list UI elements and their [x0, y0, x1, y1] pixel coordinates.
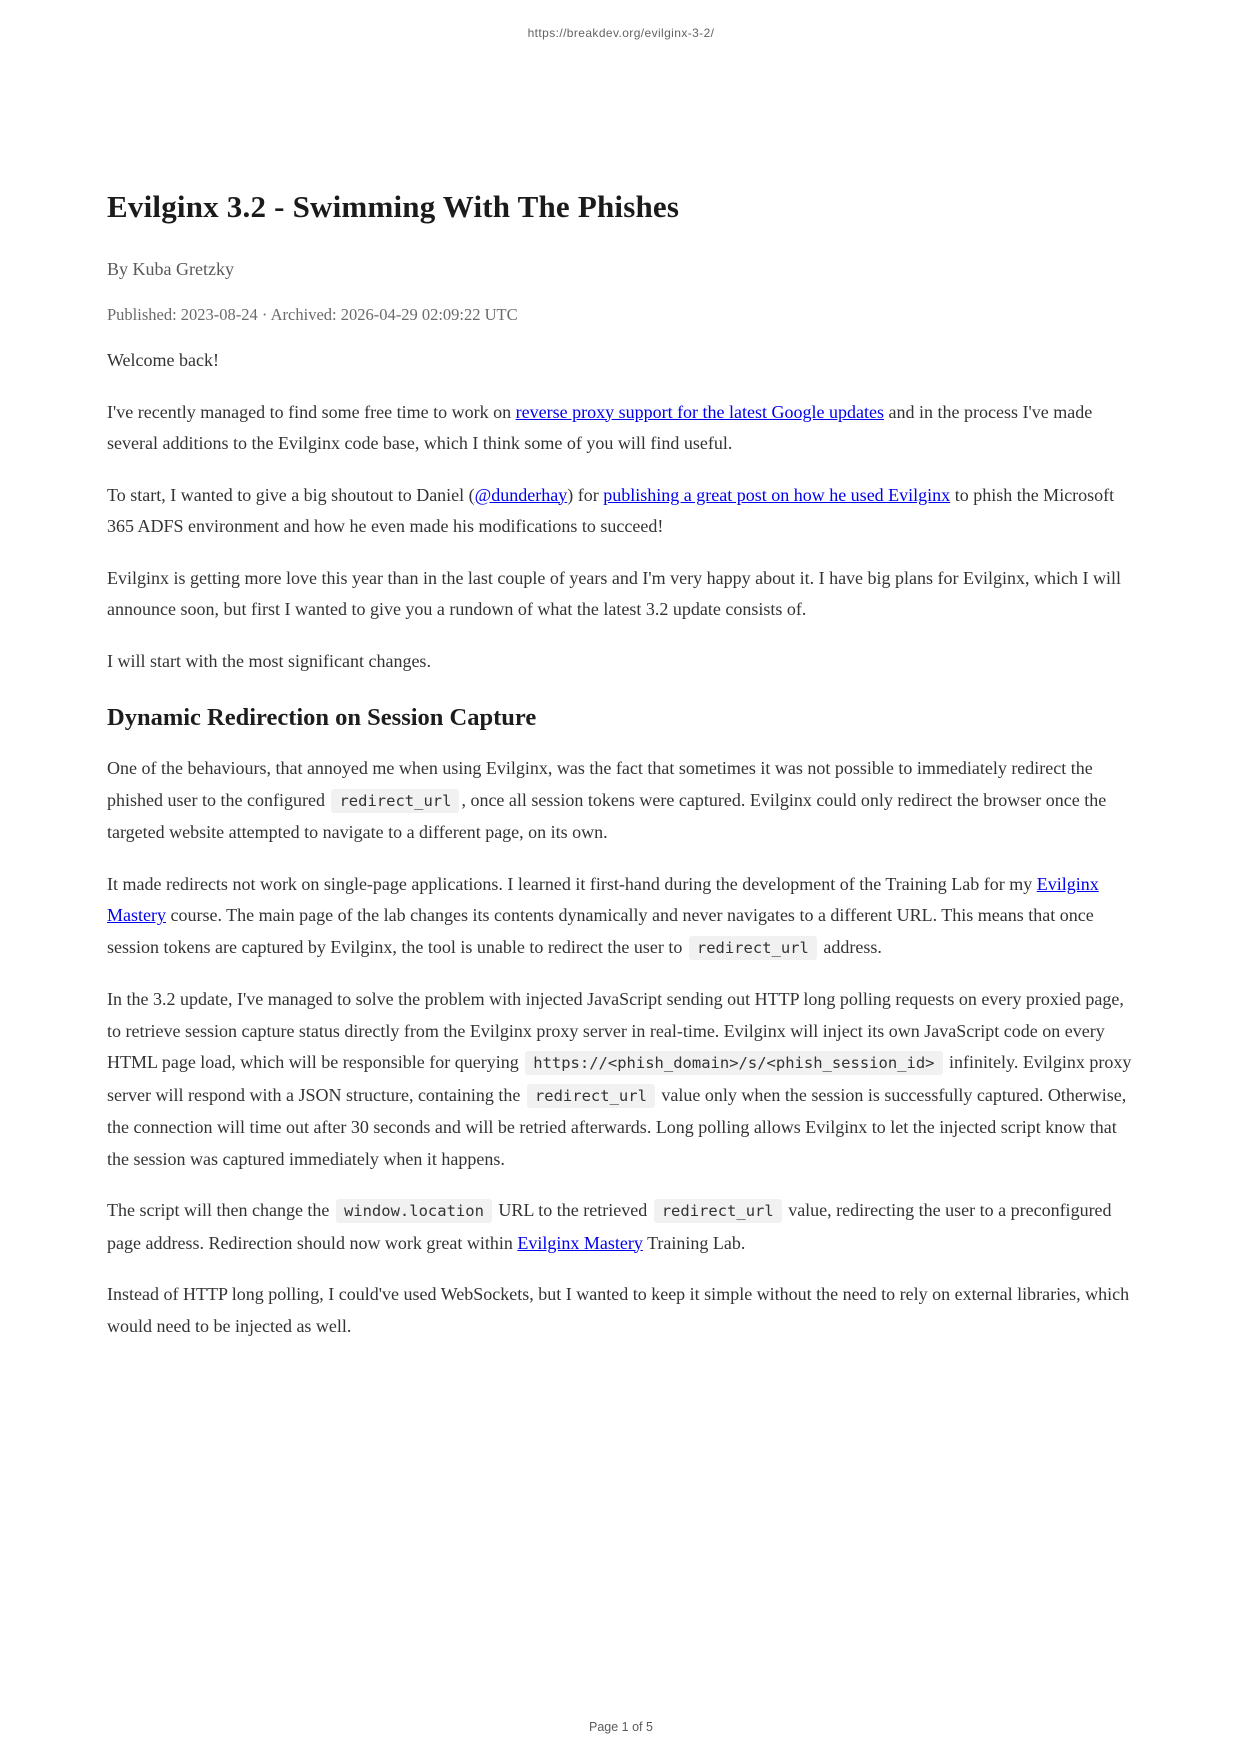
- paragraph: [107, 984, 1135, 1175]
- text-run: course. The main page of the lab changes its contents dynamically and never navigates to a different URL. This means that once session tokens are captured by Evilginx, the tool is unable to redirect the user to: [107, 905, 1094, 957]
- print-header-url: https://breakdev.org/evilginx-3-2/: [527, 26, 715, 40]
- text-run: In the 3.2 update, I've managed to solve the problem with injected JavaScript sending out HTTP long polling requests on every proxied page, to retrieve session capture status directly from the Evilginx proxy server in real-time. Evilginx will inject its own JavaScript code on every HTML page load, which will be responsible for querying: [107, 989, 1124, 1072]
- inline-code: redirect_url: [527, 1084, 655, 1108]
- paragraph: [107, 480, 1135, 543]
- paragraph: [107, 1279, 1135, 1342]
- inline-link[interactable]: reverse proxy support for the latest Google updates: [515, 401, 885, 422]
- text-run: ) for: [567, 484, 604, 505]
- text-run: , once all session tokens were captured. Evilginx could only redirect the browser once the targeted website attempted to navigate to a different page, on its own.: [107, 789, 1107, 842]
- text-run: Evilginx is getting more love this year than in the last couple of years and I'm very happy about it. I have big plans for Evilginx, which I will announce soon, but first I wanted to give you a rundown of what the latest 3.2 update consists of.: [107, 567, 1122, 619]
- paragraph: [107, 869, 1135, 965]
- section-heading: Dynamic Redirection on Session Capture: [107, 704, 537, 731]
- text-run: infinitely. Evilginx proxy server will respond with a JSON structure, containing the: [107, 1052, 1132, 1105]
- inline-code: redirect_url: [689, 936, 817, 960]
- text-run: and in the process I've made several additions to the Evilginx code base, which I think some of you will find useful.: [107, 401, 1093, 453]
- text-run: To start, I wanted to give a big shoutout to Daniel (: [107, 484, 475, 505]
- text-run: value, redirecting the user to a preconfigured page address. Redirection should now work great within: [107, 1200, 1112, 1253]
- paragraph: [107, 345, 1135, 377]
- text-run: The script will then change the: [107, 1200, 334, 1220]
- paragraph: [107, 397, 1135, 460]
- inline-link[interactable]: Evilginx Mastery: [107, 873, 1099, 925]
- inline-link[interactable]: Evilginx Mastery: [517, 1232, 643, 1253]
- article-page: [107, 0, 1135, 1362]
- paragraph: [107, 646, 1135, 678]
- inline-code: window.location: [336, 1199, 492, 1223]
- paragraph: [107, 563, 1135, 626]
- article-title: Evilginx 3.2 - Swimming With The Phishes: [107, 189, 680, 224]
- page-number-footer: Page 1 of 5: [589, 1720, 653, 1734]
- article-meta-dates: Published: 2023-08-24 · Archived: 2026-04-29 02:09:22 UTC: [107, 305, 518, 324]
- inline-link[interactable]: publishing a great post on how he used Evilginx: [603, 484, 951, 505]
- inline-code: redirect_url: [331, 789, 459, 813]
- text-run: I will start with the most significant changes.: [107, 650, 431, 671]
- article-body: [107, 345, 1135, 1342]
- article-byline: By Kuba Gretzky: [107, 259, 234, 279]
- inline-code: https://<phish_domain>/s/<phish_session_id>: [525, 1051, 942, 1075]
- paragraph: [107, 1195, 1135, 1259]
- text-run: Training Lab.: [642, 1232, 746, 1253]
- paragraph: [107, 753, 1135, 849]
- text-run: value only when the session is successfully captured. Otherwise, the connection will time out after 30 seconds and will be retried afterwards. Long polling allows Evilginx to let the injected script know that the session was captured immediately when it happens.: [107, 1084, 1127, 1169]
- text-run: URL to the retrieved: [493, 1200, 652, 1220]
- inline-code: redirect_url: [654, 1199, 782, 1223]
- inline-link[interactable]: @dunderhay: [474, 484, 568, 505]
- text-run: Welcome back!: [107, 350, 219, 370]
- text-run: It made redirects not work on single-page applications. I learned it first-hand during the development of the Training Lab for my: [107, 873, 1037, 894]
- text-run: I've recently managed to find some free time to work on: [107, 401, 516, 422]
- text-run: Instead of HTTP long polling, I could've used WebSockets, but I wanted to keep it simple without the need to rely on external libraries, which would need to be injected as well.: [107, 1284, 1130, 1336]
- text-run: to phish the Microsoft 365 ADFS environment and how he even made his modifications to succeed!: [107, 484, 1115, 536]
- text-run: One of the behaviours, that annoyed me when using Evilginx, was the fact that sometimes it was not possible to immediately redirect the phished user to the configured: [107, 758, 1093, 810]
- text-run: address.: [818, 936, 882, 957]
